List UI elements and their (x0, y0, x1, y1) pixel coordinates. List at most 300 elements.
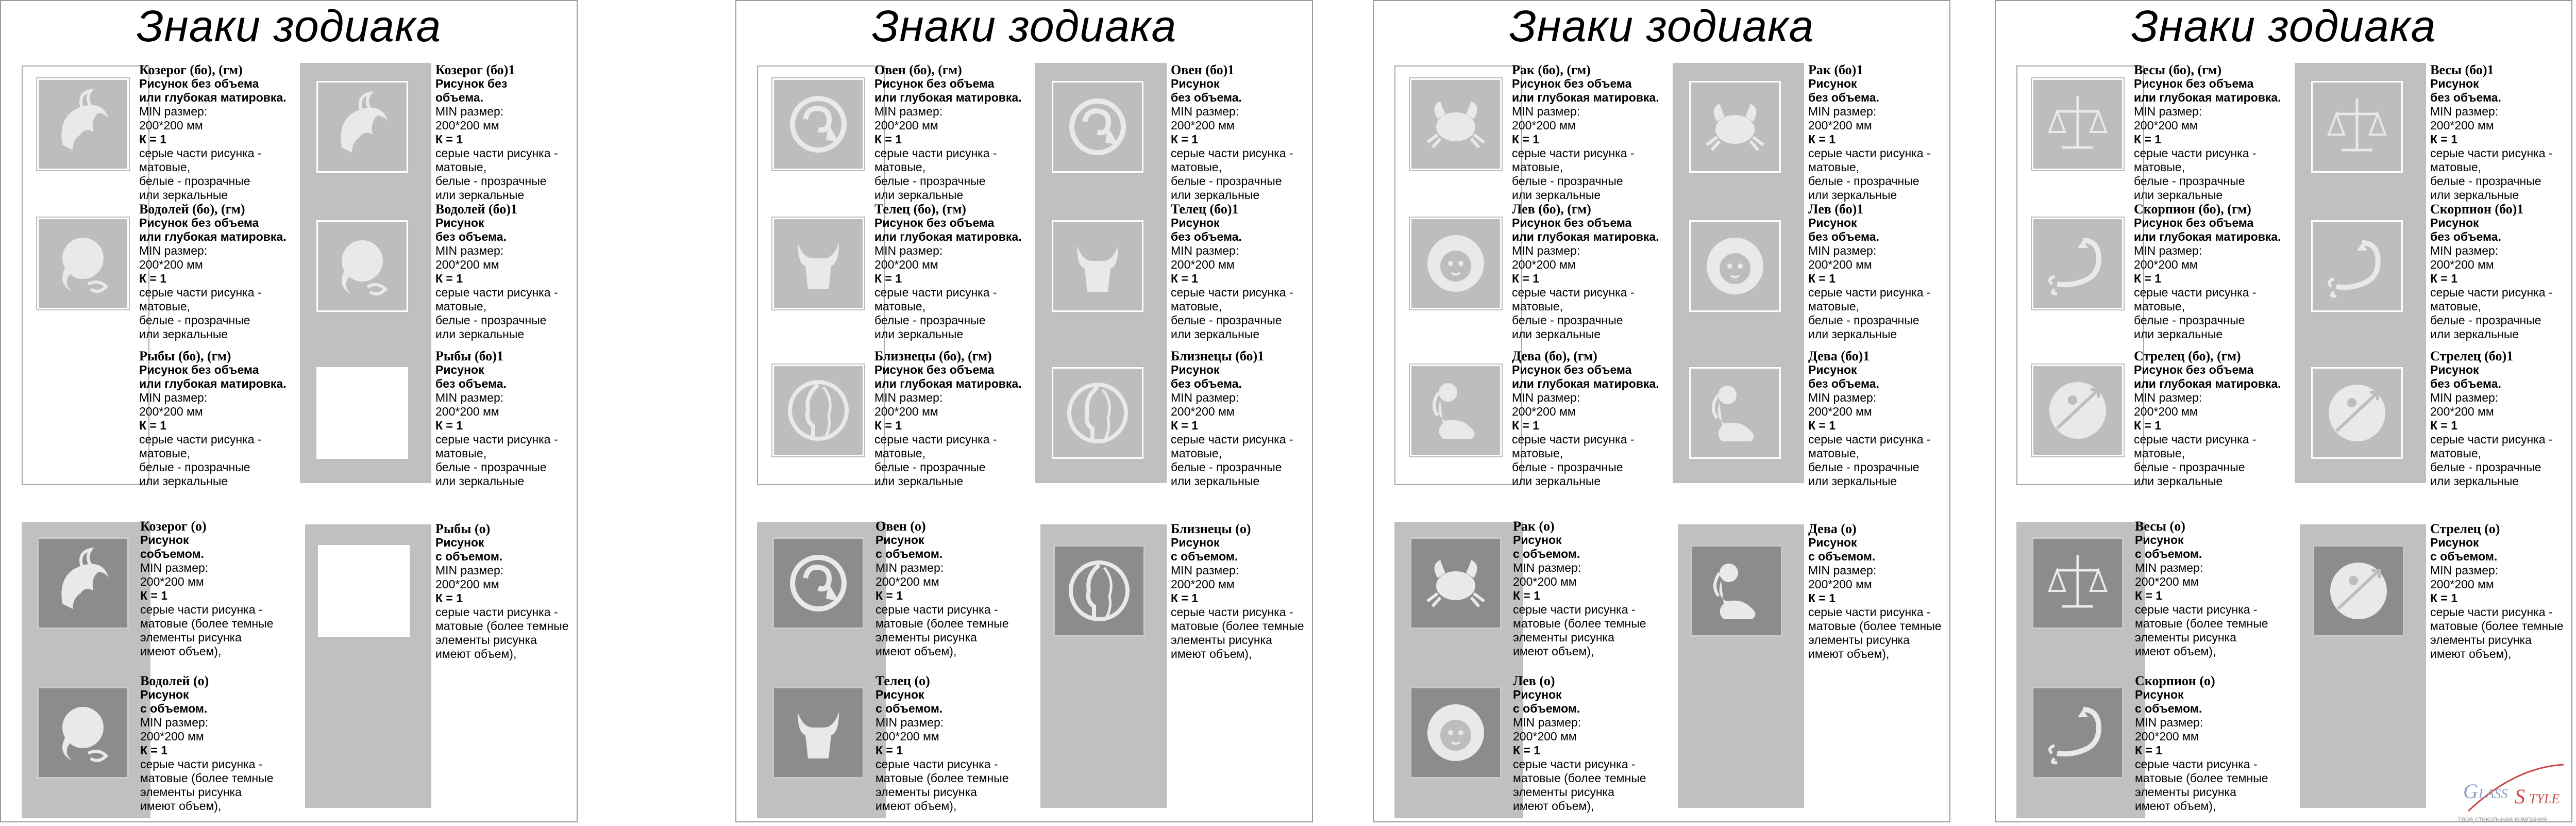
note-line: матовые (более темные (1171, 619, 1304, 633)
min-size-label: MIN размер: (435, 564, 504, 577)
note-line: серые части рисунка - (1513, 603, 1636, 616)
note-line: матовые (более темные (2135, 617, 2268, 630)
product-type-line1: Рисунок без объема (874, 77, 995, 90)
note-line: серые части рисунка - (140, 603, 263, 616)
sign-tile-bo-gm (772, 365, 864, 456)
gemini-icon (1058, 550, 1140, 632)
product-description (2430, 202, 2553, 341)
min-size-label: MIN размер: (435, 391, 504, 404)
product-type-line2: или глубокая матировка. (1512, 230, 1659, 243)
min-size-value: 200*200 мм (1512, 119, 1576, 132)
note-line: серые части рисунка - (1808, 286, 1931, 299)
sign-tile-bo-gm (2032, 218, 2124, 309)
min-size-value: 200*200 мм (1171, 119, 1235, 132)
k-coefficient: К = 1 (874, 272, 902, 285)
min-size-value: 200*200 мм (1512, 258, 1576, 271)
min-size-label: MIN размер: (874, 391, 943, 404)
product-name: Близнецы (бо), (гм) (874, 349, 992, 364)
sign-tile-bo-gm (2032, 78, 2124, 170)
sign-tile-bo1 (316, 220, 408, 312)
product-description (140, 674, 274, 813)
product-name: Дева (о) (1808, 521, 1857, 536)
product-type-line1: Рисунок (2430, 216, 2479, 229)
product-name: Лев (о) (1513, 673, 1555, 688)
product-name: Близнецы (о) (1171, 521, 1251, 536)
product-description (874, 63, 1022, 202)
product-type-line2: без объема. (1171, 230, 1242, 243)
min-size-label: MIN размер: (1512, 105, 1580, 118)
k-coefficient: К = 1 (435, 419, 463, 432)
note-line: серые части рисунка - (2134, 286, 2257, 299)
note-line: имеют объем), (2430, 647, 2512, 660)
product-type-line2: без объема. (435, 230, 507, 243)
libra-icon (2316, 86, 2398, 168)
min-size-value: 200*200 мм (1808, 119, 1872, 132)
note-line: серые части рисунка - (1171, 605, 1293, 619)
product-description (139, 202, 287, 341)
product-type-line1: Рисунок без объема (139, 216, 259, 229)
product-description (875, 674, 1009, 813)
note-line: белые - прозрачные (2134, 313, 2245, 327)
k-coefficient: К = 1 (1512, 133, 1540, 146)
note-line: серые части рисунка - (139, 146, 262, 160)
min-size-value: 200*200 мм (2430, 119, 2494, 132)
note-line: или зеркальные (1512, 474, 1601, 488)
k-coefficient: К = 1 (435, 591, 463, 605)
product-type-line1: Рисунок (1808, 363, 1857, 376)
product-description (435, 202, 558, 341)
product-type-line1: Рисунок (1808, 216, 1857, 229)
product-type-line1: Рисунок без объема (2134, 77, 2254, 90)
k-coefficient: К = 1 (139, 272, 167, 285)
svg-text:LASS: LASS (2479, 786, 2508, 801)
note-line: матовые (более темные (1513, 617, 1646, 630)
sagittarius-icon (2036, 369, 2119, 452)
note-line: или зеркальные (435, 327, 525, 341)
note-line: имеют объем), (2135, 799, 2216, 813)
note-line: элементы рисунка (2135, 785, 2236, 799)
sagittarius-icon (2317, 550, 2400, 632)
min-size-label: MIN размер: (1513, 561, 1581, 574)
min-size-label: MIN размер: (2135, 561, 2203, 574)
product-type-line2: объема. (435, 91, 484, 104)
note-line: серые части рисунка - (2134, 433, 2257, 446)
min-size-label: MIN размер: (140, 716, 209, 729)
min-size-value: 200*200 мм (874, 258, 938, 271)
note-line: серые части рисунка - (435, 146, 558, 160)
sheet-title: Знаки зодиака (871, 2, 1177, 51)
product-description (1513, 674, 1646, 813)
min-size-value: 200*200 мм (2135, 575, 2199, 588)
logo-caption: твоя стекольная компания (2458, 815, 2547, 823)
product-type-line1: Рисунок (1171, 536, 1220, 549)
note-line: элементы рисунка (2430, 633, 2532, 647)
k-coefficient: К = 1 (874, 419, 902, 432)
product-name: Рыбы (бо), (гм) (139, 349, 231, 364)
cancer-icon (1694, 86, 1776, 168)
note-line: матовые, (874, 300, 926, 313)
note-line: серые части рисунка - (435, 286, 558, 299)
min-size-label: MIN размер: (139, 391, 208, 404)
product-type-line2: с объемом. (1171, 550, 1238, 563)
sign-tile-bo1 (1689, 81, 1781, 173)
product-type-line2: без объема. (1808, 230, 1879, 243)
note-line: серые части рисунка - (1171, 146, 1293, 160)
leo-icon (1694, 225, 1776, 307)
product-type-line2: с объемом. (2135, 702, 2202, 715)
min-size-value: 200*200 мм (1808, 405, 1872, 418)
sign-tile-bo1 (1052, 367, 1143, 459)
svg-text:G: G (2463, 780, 2478, 803)
product-type-line2: без объема. (435, 377, 507, 390)
product-type-line2: без объема. (1171, 91, 1242, 104)
note-line: серые части рисунка - (1512, 433, 1635, 446)
note-line: имеют объем), (1513, 799, 1594, 813)
note-line: матовые (более темные (875, 617, 1009, 630)
cancer-icon (1415, 542, 1497, 624)
product-type-line1: Рисунок (140, 688, 189, 701)
note-line: имеют объем), (140, 645, 222, 658)
min-size-value: 200*200 мм (140, 575, 204, 588)
note-line: матовые (более темные (2135, 771, 2268, 785)
product-type-line2: или глубокая матировка. (139, 230, 287, 243)
product-description (1513, 519, 1646, 658)
product-description (1171, 202, 1293, 341)
note-line: матовые, (2430, 300, 2482, 313)
min-size-label: MIN размер: (2135, 716, 2203, 729)
product-type-line1: Рисунок (1808, 77, 1857, 90)
note-line: или зеркальные (2430, 474, 2519, 488)
sign-tile-bo-gm (1410, 365, 1502, 456)
min-size-value: 200*200 мм (2135, 730, 2199, 743)
product-description (435, 349, 558, 488)
note-line: серые части рисунка - (2430, 146, 2553, 160)
none-icon (323, 550, 405, 632)
product-type-line1: Рисунок (2430, 77, 2479, 90)
k-coefficient: К = 1 (2430, 419, 2458, 432)
note-line: матовые (более темные (435, 619, 569, 633)
min-size-value: 200*200 мм (2134, 119, 2198, 132)
note-line: или зеркальные (874, 327, 964, 341)
note-line: имеют объем), (1513, 645, 1594, 658)
note-line: белые - прозрачные (1808, 313, 1920, 327)
sign-tile-volume (2313, 545, 2404, 637)
min-size-value: 200*200 мм (1171, 258, 1235, 271)
product-name: Скорпион (бо), (гм) (2134, 202, 2251, 217)
product-type-line2: с объемом. (2135, 547, 2202, 560)
k-coefficient: К = 1 (1171, 419, 1199, 432)
product-type-line1: Рисунок (1171, 363, 1220, 376)
product-type-line1: Рисунок (435, 363, 484, 376)
note-line: элементы рисунка (1513, 631, 1614, 644)
product-name: Козерог (бо)1 (435, 62, 515, 77)
k-coefficient: К = 1 (2430, 133, 2458, 146)
min-size-value: 200*200 мм (875, 575, 939, 588)
note-line: или зеркальные (2134, 474, 2223, 488)
note-line: элементы рисунка (1808, 633, 1910, 647)
note-line: элементы рисунка (140, 631, 242, 644)
sign-tile-bo-gm (772, 78, 864, 170)
product-type-line1: Рисунок (1171, 216, 1220, 229)
note-line: серые части рисунка - (1171, 286, 1293, 299)
product-type-line2: без объема. (1808, 377, 1879, 390)
note-line: матовые, (1512, 300, 1563, 313)
note-line: матовые, (139, 447, 191, 460)
product-description (1171, 522, 1304, 661)
min-size-value: 200*200 мм (875, 730, 939, 743)
scorpio-icon (2316, 225, 2398, 307)
sign-tile-bo1 (1052, 81, 1143, 173)
catalog-sheet (1995, 0, 2572, 822)
product-type-line1: Рисунок (2135, 533, 2184, 547)
product-name: Козерог (бо), (гм) (139, 62, 243, 77)
sign-tile-bo-gm (1410, 218, 1502, 309)
k-coefficient: К = 1 (139, 419, 167, 432)
product-type-line2: или глубокая матировка. (139, 377, 287, 390)
product-type-line1: Рисунок без объема (1512, 77, 1632, 90)
note-line: матовые, (435, 447, 487, 460)
product-type-line2: без объема. (1808, 91, 1879, 104)
note-line: или зеркальные (139, 474, 228, 488)
catalog-sheet (0, 0, 578, 822)
note-line: серые части рисунка - (435, 433, 558, 446)
note-line: имеют объем), (2135, 645, 2216, 658)
product-type-line1: Рисунок (2135, 688, 2184, 701)
capricorn-icon (42, 542, 124, 624)
scorpio-icon (2036, 691, 2119, 774)
sign-tile-bo1 (2311, 81, 2403, 173)
product-name: Водолей (бо), (гм) (139, 202, 245, 217)
product-type-line2: с объемом. (1513, 547, 1580, 560)
k-coefficient: К = 1 (1513, 589, 1541, 602)
min-size-value: 200*200 мм (1171, 577, 1235, 591)
k-coefficient: К = 1 (140, 744, 168, 757)
sign-tile-volume (37, 687, 129, 779)
sign-tile-bo1 (2311, 220, 2403, 312)
note-line: серые части рисунка - (1512, 146, 1635, 160)
note-line: имеют объем), (1171, 647, 1252, 660)
note-line: элементы рисунка (140, 785, 242, 799)
note-line: белые - прозрачные (139, 174, 250, 188)
product-name: Телец (бо), (гм) (874, 202, 966, 217)
min-size-label: MIN размер: (435, 244, 504, 257)
note-line: белые - прозрачные (139, 460, 250, 474)
product-type-line2: или глубокая матировка. (1512, 377, 1659, 390)
note-line: или зеркальные (1171, 474, 1260, 488)
k-coefficient: К = 1 (1171, 133, 1199, 146)
product-description (2430, 63, 2553, 202)
product-description (1171, 63, 1293, 202)
note-line: элементы рисунка (875, 631, 977, 644)
min-size-label: MIN размер: (1808, 244, 1877, 257)
sign-tile-bo1 (1689, 220, 1781, 312)
product-name: Телец (бо)1 (1171, 202, 1239, 217)
min-size-value: 200*200 мм (1808, 577, 1872, 591)
k-coefficient: К = 1 (2135, 589, 2163, 602)
product-description (2135, 674, 2268, 813)
note-line: белые - прозрачные (435, 313, 547, 327)
note-line: серые части рисунка - (1513, 757, 1636, 771)
product-name: Близнецы (бо)1 (1171, 349, 1265, 364)
k-coefficient: К = 1 (1171, 591, 1199, 605)
note-line: матовые, (1808, 447, 1860, 460)
min-size-value: 200*200 мм (1513, 730, 1577, 743)
note-line: серые части рисунка - (2134, 146, 2257, 160)
taurus-icon (777, 222, 860, 305)
product-description (874, 349, 1022, 488)
note-line: или зеркальные (1808, 474, 1897, 488)
product-description (1512, 63, 1659, 202)
product-type-line2: или глубокая матировка. (874, 377, 1022, 390)
note-line: белые - прозрачные (435, 460, 547, 474)
min-size-label: MIN размер: (1513, 716, 1581, 729)
note-line: матовые, (139, 300, 191, 313)
catalog-sheet (1373, 0, 1950, 822)
sign-tile-bo-gm (772, 218, 864, 309)
product-type-line2: или глубокая матировка. (139, 91, 287, 104)
product-name: Водолей (о) (140, 673, 209, 688)
note-line: матовые, (435, 300, 487, 313)
k-coefficient: К = 1 (435, 272, 463, 285)
min-size-label: MIN размер: (1171, 105, 1239, 118)
note-line: белые - прозрачные (139, 313, 250, 327)
k-coefficient: К = 1 (2135, 744, 2163, 757)
product-name: Лев (бо)1 (1808, 202, 1864, 217)
product-description (140, 519, 274, 658)
note-line: матовые, (1171, 160, 1222, 174)
note-line: белые - прозрачные (2134, 460, 2245, 474)
note-line: матовые, (1808, 160, 1860, 174)
svg-text:S: S (2515, 785, 2525, 808)
product-type-line1: Рисунок без объема (1512, 363, 1632, 376)
sheet-title: Знаки зодиака (1509, 2, 1814, 51)
sign-tile-volume (1053, 545, 1145, 637)
product-description (1808, 349, 1931, 488)
note-line: имеют объем), (1808, 647, 1890, 660)
product-name: Овен (бо), (гм) (874, 62, 962, 77)
k-coefficient: К = 1 (1808, 419, 1836, 432)
product-type-line2: без объема. (1171, 377, 1242, 390)
note-line: элементы рисунка (1513, 785, 1614, 799)
product-description (1512, 202, 1659, 341)
note-line: матовые, (435, 160, 487, 174)
note-line: элементы рисунка (435, 633, 537, 647)
min-size-value: 200*200 мм (139, 405, 203, 418)
product-type-line2: собъемом. (140, 547, 204, 560)
note-line: серые части рисунка - (139, 286, 262, 299)
sign-tile-bo-gm (2032, 365, 2124, 456)
product-name: Весы (бо)1 (2430, 62, 2494, 77)
sign-tile-bo1 (316, 367, 408, 459)
min-size-label: MIN размер: (1808, 105, 1877, 118)
min-size-value: 200*200 мм (874, 119, 938, 132)
k-coefficient: К = 1 (2430, 272, 2458, 285)
sign-tile-volume (318, 545, 410, 637)
note-line: матовые, (874, 160, 926, 174)
product-description (2134, 349, 2281, 488)
min-size-label: MIN размер: (2134, 105, 2202, 118)
min-size-label: MIN размер: (2430, 244, 2499, 257)
product-type-line1: Рисунок (875, 688, 924, 701)
product-type-line2: или глубокая матировка. (2134, 91, 2281, 104)
taurus-icon (1056, 225, 1139, 307)
note-line: матовые, (2430, 160, 2482, 174)
note-line: или зеркальные (2134, 188, 2223, 202)
note-line: матовые (более темные (1808, 619, 1942, 633)
min-size-label: MIN размер: (1171, 244, 1239, 257)
sign-tile-volume (2032, 537, 2124, 629)
note-line: серые части рисунка - (875, 757, 998, 771)
scorpio-icon (2036, 222, 2119, 305)
note-line: элементы рисунка (1171, 633, 1272, 647)
sign-tile-volume (1691, 545, 1782, 637)
note-line: или зеркальные (874, 188, 964, 202)
min-size-label: MIN размер: (1171, 564, 1239, 577)
product-type-line1: Рисунок (140, 533, 189, 547)
min-size-label: MIN размер: (2134, 391, 2202, 404)
product-type-line1: Рисунок без объема (874, 363, 995, 376)
note-line: белые - прозрачные (1512, 313, 1623, 327)
sign-tile-bo1 (2311, 367, 2403, 459)
k-coefficient: К = 1 (1808, 591, 1836, 605)
logo-graphic (2458, 762, 2571, 819)
min-size-label: MIN размер: (1512, 391, 1580, 404)
note-line: матовые, (874, 447, 926, 460)
product-description (1171, 349, 1293, 488)
min-size-label: MIN размер: (1171, 391, 1239, 404)
sign-tile-bo-gm (37, 218, 129, 309)
note-line: белые - прозрачные (1808, 460, 1920, 474)
k-coefficient: К = 1 (875, 589, 903, 602)
note-line: или зеркальные (1808, 327, 1897, 341)
k-coefficient: К = 1 (2430, 591, 2458, 605)
note-line: матовые, (1171, 447, 1222, 460)
min-size-value: 200*200 мм (435, 119, 499, 132)
aquarius-icon (42, 691, 124, 774)
product-description (1808, 202, 1931, 341)
note-line: серые части рисунка - (874, 146, 997, 160)
k-coefficient: К = 1 (874, 133, 902, 146)
sign-tile-bo-gm (37, 78, 129, 170)
product-type-line2: или глубокая матировка. (874, 91, 1022, 104)
capricorn-icon (42, 83, 124, 166)
note-line: матовые, (2134, 160, 2185, 174)
product-type-line2: с объемом. (435, 550, 503, 563)
min-size-label: MIN размер: (874, 105, 943, 118)
sign-tile-bo1 (316, 81, 408, 173)
note-line: матовые, (2430, 447, 2482, 460)
note-line: матовые, (1171, 300, 1222, 313)
min-size-value: 200*200 мм (2430, 577, 2494, 591)
product-name: Весы (о) (2135, 519, 2185, 534)
min-size-value: 200*200 мм (2430, 258, 2494, 271)
note-line: серые части рисунка - (2430, 286, 2553, 299)
product-description (1512, 349, 1659, 488)
product-name: Козерог (о) (140, 519, 207, 534)
product-name: Стрелец (бо)1 (2430, 349, 2514, 364)
min-size-label: MIN размер: (875, 561, 944, 574)
aries-icon (777, 542, 860, 624)
min-size-label: MIN размер: (2430, 105, 2499, 118)
min-size-value: 200*200 мм (435, 405, 499, 418)
none-icon (42, 369, 124, 452)
min-size-label: MIN размер: (2134, 244, 2202, 257)
product-type-line1: Рисунок (2430, 363, 2479, 376)
k-coefficient: К = 1 (2134, 272, 2162, 285)
note-line: матовые (более темные (2430, 619, 2564, 633)
sheet-title: Знаки зодиака (136, 2, 442, 51)
product-type-line1: Рисунок (1808, 536, 1857, 549)
